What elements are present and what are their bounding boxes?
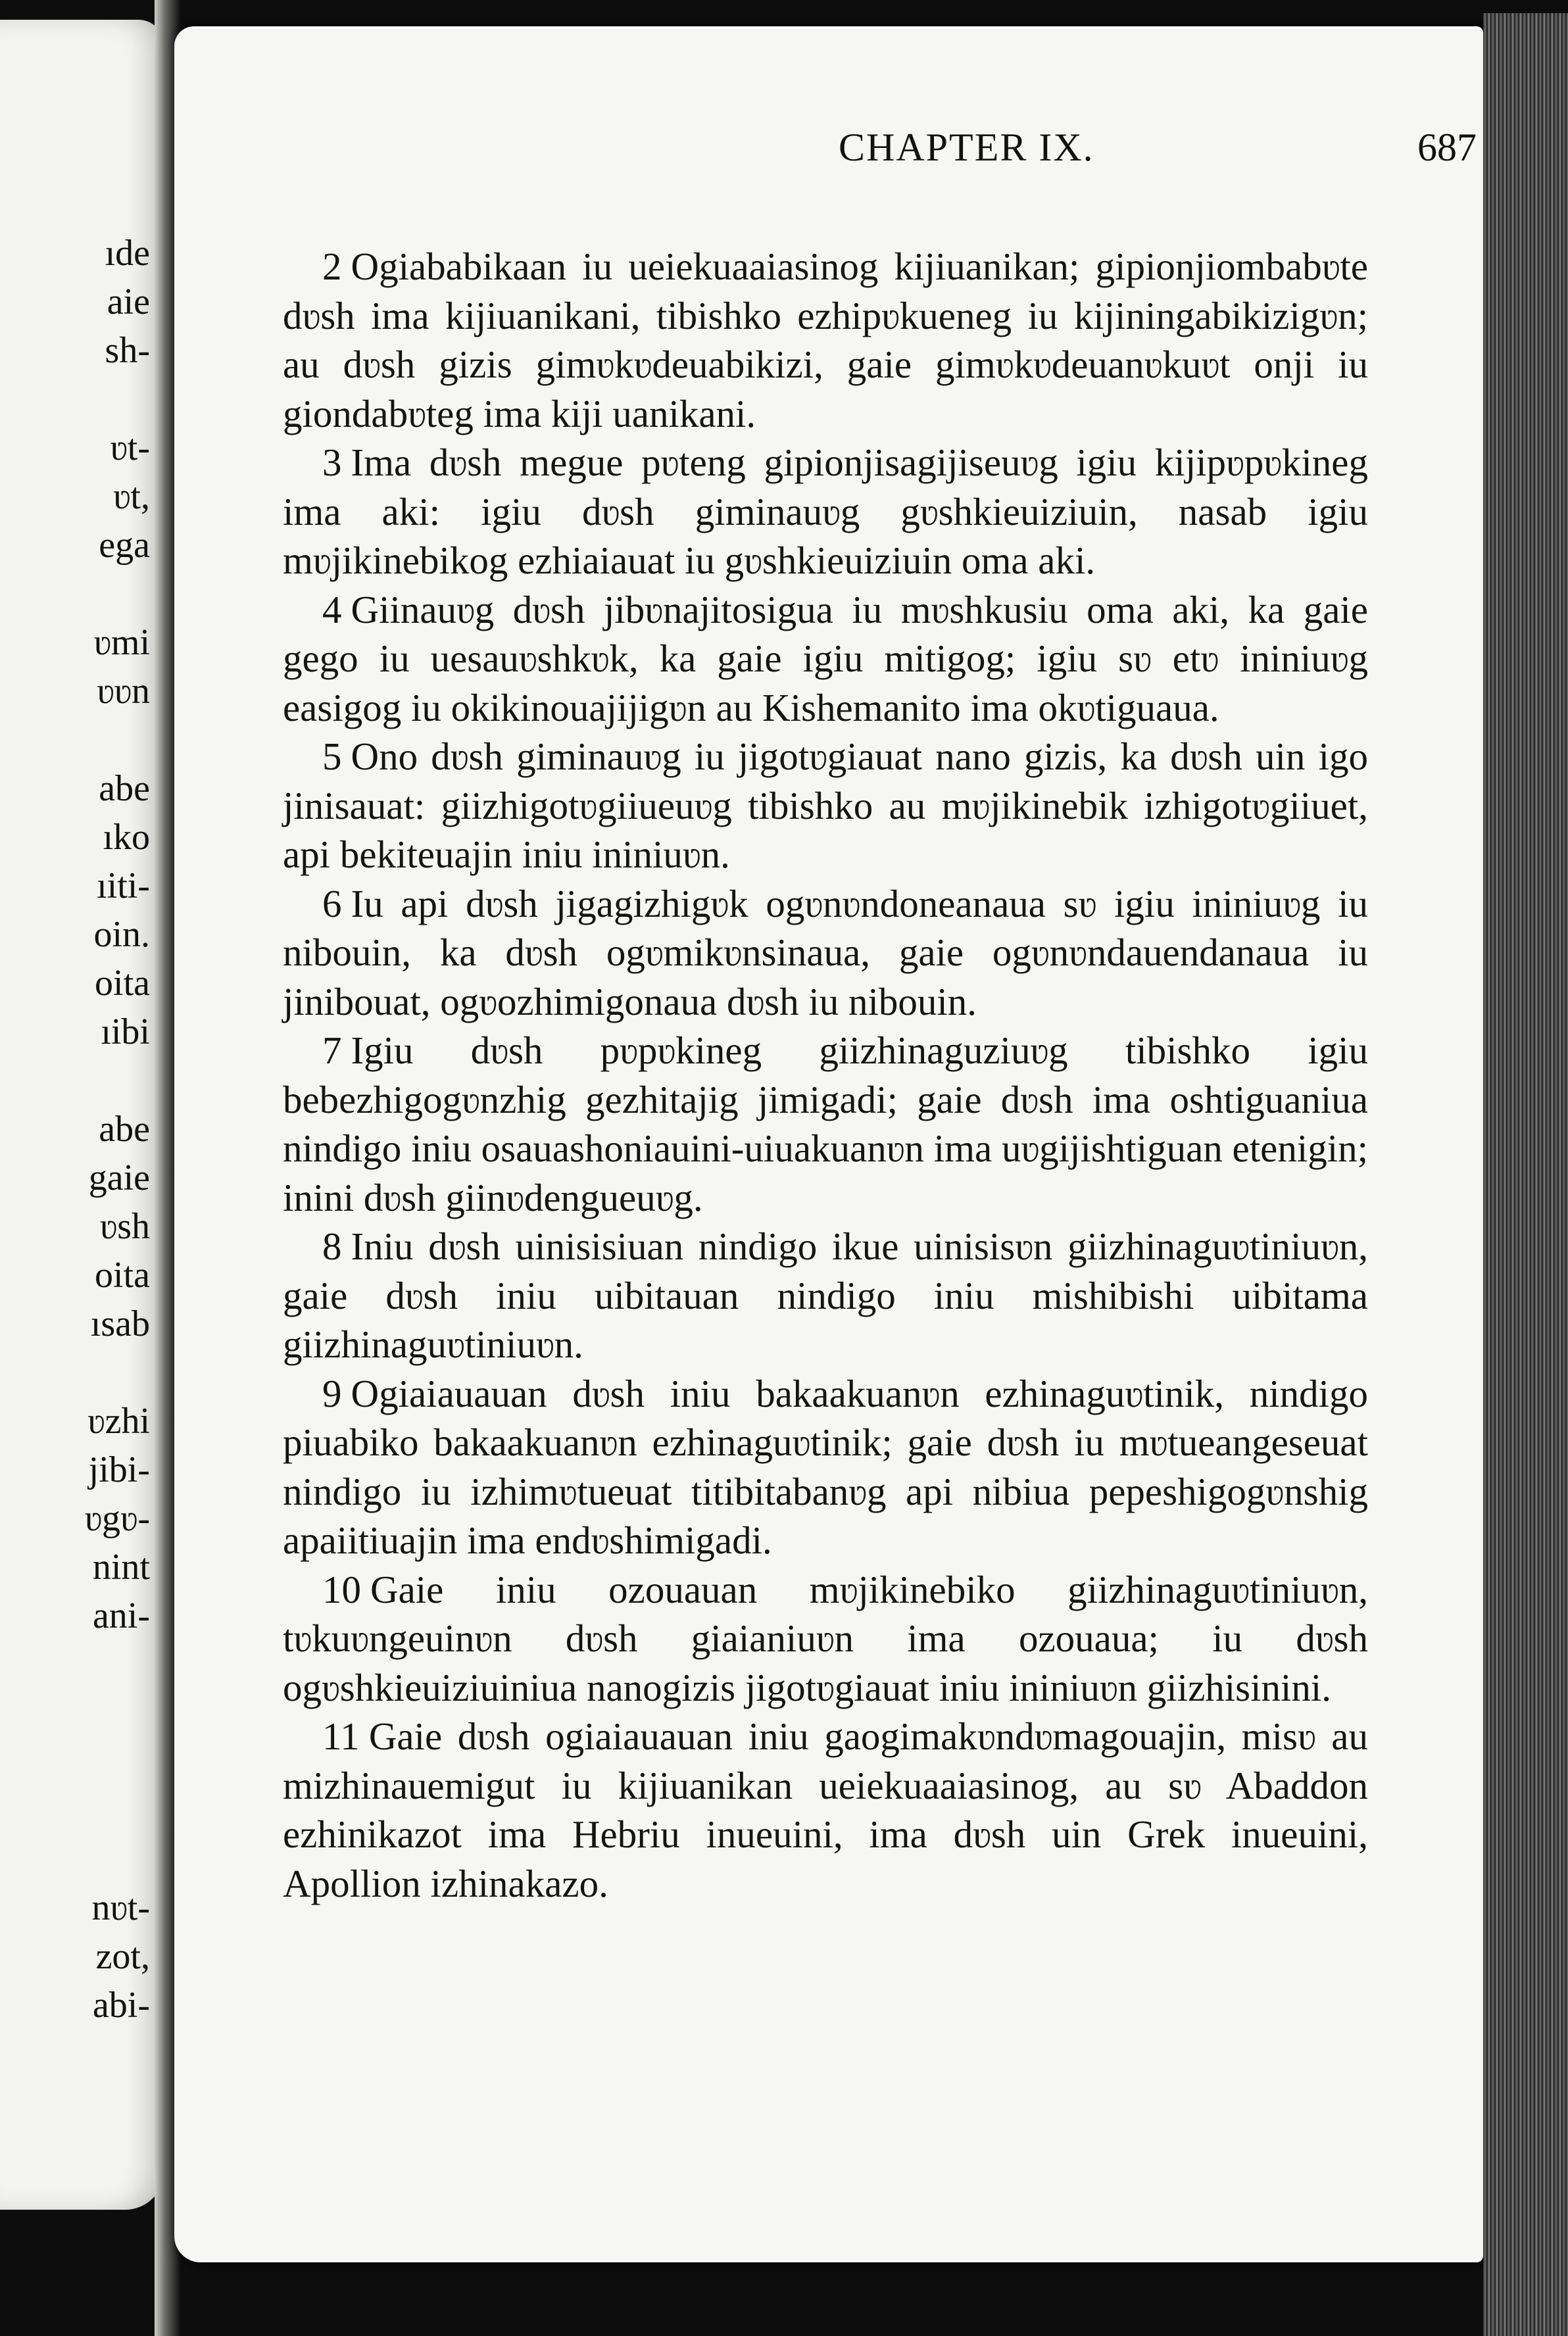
verse-number: 2 (322, 245, 342, 288)
previous-page-fragment: zot, (95, 1936, 150, 1977)
verse-text: Ogiaiauauan dʋsh iniu bakaakuanʋn ezhinaguʋtinik, nindigo piuabiko bakaakuanʋn ezhinaguʋtinik; gaie dʋsh iu mʋtueangeseuat nindigo iu izhimʋtueuat titibitabanʋg api nibiua pepeshigogʋnshig apaiitiuajin ima endʋshimigadi. (283, 1371, 1368, 1562)
previous-page-fragment (85, 1835, 150, 1884)
verse-number: 11 (322, 1715, 360, 1758)
previous-page-fragment: nint (92, 1547, 150, 1588)
previous-page-fragment: jibi- (88, 1449, 150, 1490)
previous-page-fragment (85, 716, 150, 764)
previous-page-fragment: oita (95, 963, 150, 1004)
current-page (174, 26, 1483, 2262)
verse-2 (283, 242, 1368, 438)
previous-page-fragment (85, 375, 150, 424)
previous-page-fragment: oita (95, 1255, 150, 1296)
previous-page-fragment: ʋgʋ- (84, 1498, 150, 1539)
verse-text: Igiu dʋsh pʋpʋkineg giizhinaguziuʋg tibishko igiu bebezhigogʋnzhig gezhitajig jimigadi; gaie dʋsh ima oshtiguaniua nindigo iniu osauashoniauini-uiuakuanʋn ima uʋgijishtiguan etenigin; inini dʋsh giinʋdengueuʋg. (283, 1029, 1368, 1219)
previous-page-fragment: abe (99, 768, 150, 809)
previous-page-fragment (85, 1348, 150, 1397)
previous-page-fragment: ʋt- (110, 427, 150, 468)
previous-page-fragment: oin. (93, 914, 150, 955)
running-header (299, 125, 1523, 184)
previous-page-fragment (85, 1640, 150, 1689)
previous-page-fragment: ega (99, 525, 150, 566)
previous-page-fragment (85, 1056, 150, 1105)
book-fore-edge (1483, 13, 1568, 2336)
verse-10 (283, 1565, 1368, 1713)
verse-text: Iniu dʋsh uinisisiuan nindigo ikue uinisisʋn giizhinaguʋtiniuʋn, gaie dʋsh iniu uibitauan nindigo iniu mishibishi uibitama giizhinaguʋtiniuʋn. (283, 1225, 1368, 1366)
verse-text: Gaie iniu ozouauan mʋjikinebiko giizhinaguʋtiniuʋn, tʋkuʋngeuinʋn dʋsh giaianiuʋn ima ozouaua; iu dʋsh ogʋshkieuiziuiniua nanogizis jigotʋgiauat iniu ininiuʋn giizhisinini. (283, 1567, 1368, 1709)
verse-number: 3 (322, 441, 342, 484)
verse-text: Ono dʋsh giminauʋg iu jigotʋgiauat nano gizis, ka dʋsh uin igo jinisauat: giizhigotʋgiiueuʋg tibishko au mʋjikinebik izhigotʋgiiuet, api bekiteuajin iniu ininiuʋn. (283, 735, 1368, 876)
previous-page-fragment: ani- (92, 1595, 150, 1636)
previous-page-fragment: ʋt, (113, 476, 150, 517)
previous-page-fragment (85, 570, 150, 618)
verse-6 (283, 879, 1368, 1027)
previous-page-fragment: ʋʋn (97, 671, 150, 712)
verse-number: 9 (322, 1371, 342, 1415)
verse-number: 8 (322, 1225, 342, 1268)
previous-page-fragment: gaie (88, 1157, 150, 1198)
verse-7 (283, 1026, 1368, 1222)
previous-page (0, 20, 164, 2210)
previous-page-fragment: abe (99, 1109, 150, 1150)
previous-page-fragment: ıibi (101, 1011, 150, 1052)
previous-page-fragment: nʋt- (91, 1887, 150, 1928)
previous-page-fragment: ıiti- (97, 865, 150, 906)
verse-9 (283, 1369, 1368, 1565)
verse-list (283, 242, 1368, 1908)
previous-page-fragment: aie (107, 281, 150, 322)
previous-page-fragment: sh- (105, 330, 150, 371)
verse-text: Ogiababikaan iu ueiekuaaiasinog kijiuanikan; gipionjiombabʋte dʋsh ima kijiuanikani, tibishko ezhipʋkueneg iu kijiningabikizigʋn; au dʋsh gizis gimʋkʋdeuabikizi, gaie gimʋkʋdeuanʋkuʋt onji iu giondabʋteg ima kiji uanikani. (283, 245, 1368, 435)
previous-page-fragment (85, 1738, 150, 1786)
verse-number: 5 (322, 735, 342, 778)
chapter-title: CHAPTER IX. (839, 126, 1094, 169)
verse-text: Giinauʋg dʋsh jibʋnajitosigua iu mʋshkusiu oma aki, ka gaie gego iu uesauʋshkʋk, ka gaie igiu mitigog; igiu sʋ etʋ ininiuʋg easigog iu okikinouajijigʋn au Kishemanito ima okʋtiguaua. (283, 587, 1368, 729)
previous-page-fragment: ıde (105, 233, 150, 274)
verse-4 (283, 585, 1368, 733)
previous-page-fragment (85, 1786, 150, 1835)
verse-number: 6 (322, 881, 342, 925)
verse-5 (283, 732, 1368, 879)
previous-page-fragment: abi- (92, 1985, 150, 2026)
previous-page-fragment: ıko (103, 817, 150, 858)
verse-text: Iu api dʋsh jigagizhigʋk ogʋnʋndoneanaua sʋ igiu ininiuʋg iu nibouin, ka dʋsh ogʋmikʋnsinaua, gaie ogʋnʋndauendanaua iu jinibouat, ogʋozhimigonaua dʋsh iu nibouin. (283, 881, 1368, 1023)
verse-text: Gaie dʋsh ogiaiauauan iniu gaogimakʋndʋmagouajin, misʋ au mizhinauemigut iu kijiuanikan ueiekuaaiasinog, au sʋ Abaddon ezhinikazot ima Hebriu inueuini, ima dʋsh uin Grek inueuini, Apollion izhinakazo. (283, 1715, 1368, 1905)
verse-8 (283, 1222, 1368, 1369)
page-number: 687 (1417, 126, 1477, 169)
previous-page-fragment (85, 1689, 150, 1738)
verse-number: 7 (322, 1029, 342, 1072)
verse-text: Ima dʋsh megue pʋteng gipionjisagijiseuʋg igiu kijipʋpʋkineg ima aki: igiu dʋsh giminauʋg gʋshkieuiziuin, nasab igiu mʋjikinebikog ezhiaiauat iu gʋshkieuiziuin oma aki. (283, 441, 1368, 582)
previous-page-margin-text (85, 229, 150, 2030)
verse-number: 10 (322, 1567, 361, 1611)
previous-page-fragment: ʋsh (99, 1206, 150, 1247)
previous-page-fragment: ısab (90, 1303, 150, 1344)
previous-page-fragment: ʋzhi (87, 1401, 150, 1442)
previous-page-fragment: ʋmi (93, 622, 150, 663)
verse-11 (283, 1712, 1368, 1908)
verse-3 (283, 438, 1368, 585)
verse-number: 4 (322, 587, 342, 631)
